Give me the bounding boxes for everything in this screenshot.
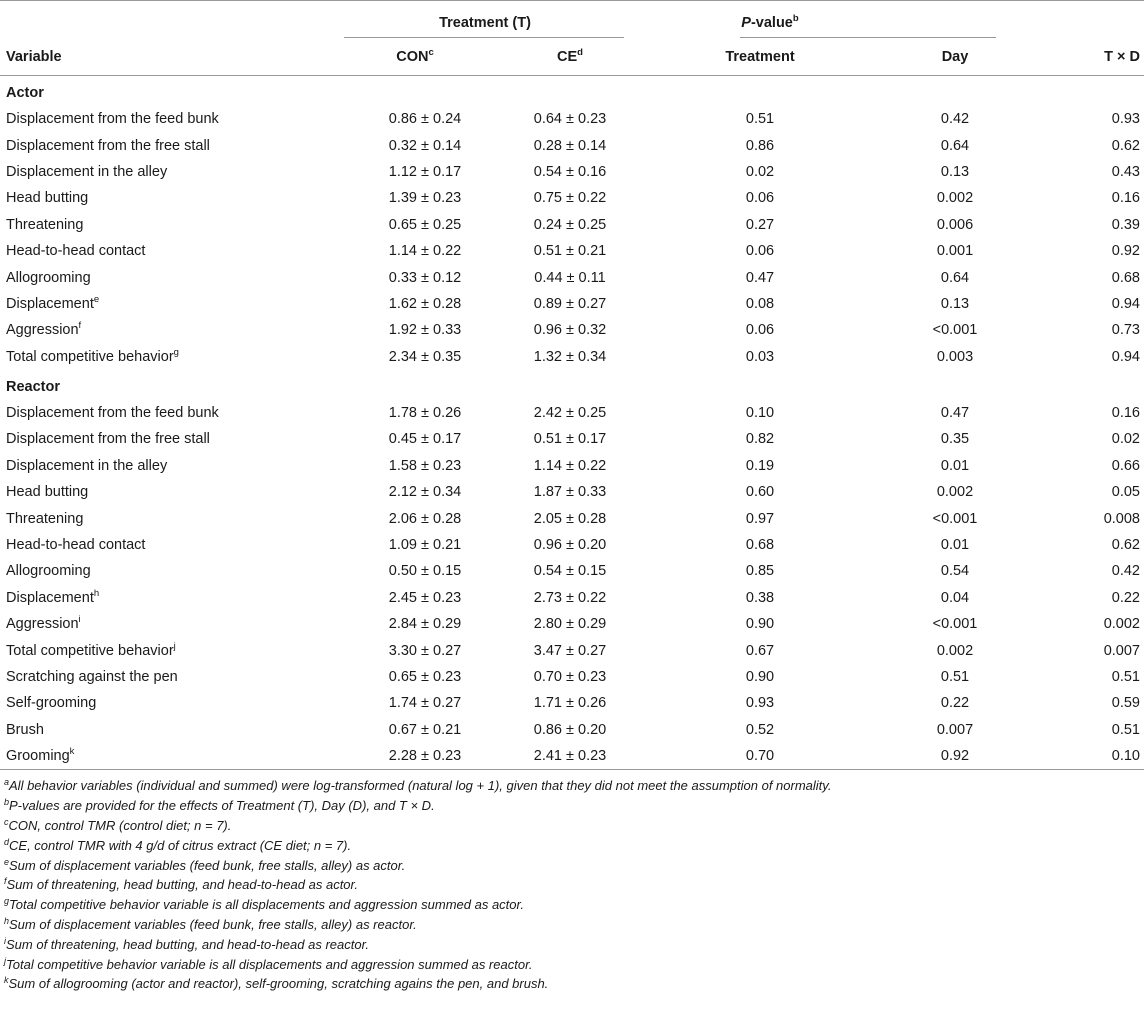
variable-label: Threatening	[6, 216, 84, 233]
cell-txd: 0.22	[1111, 589, 1140, 606]
table-row	[0, 558, 1144, 584]
footnote-text: P-values are provided for the effects of Treatment (T), Day (D), and T × D.	[9, 798, 435, 814]
footnote-letter: j	[4, 955, 6, 966]
table-row	[0, 664, 1144, 690]
variable-label: Displacement in the alley	[6, 163, 168, 180]
footnote-text: Sum of displacement variables (feed bunk, free stalls, alley) as actor.	[9, 857, 406, 873]
cell-ce: 0.96 ± 0.32	[533, 322, 607, 339]
footnote-text: All behavior variables (individual and summed) were log-transformed (natural log + 1), given that they did not meet the assumption of normality.	[9, 778, 832, 794]
cell-ce: 0.28 ± 0.14	[533, 137, 607, 154]
variable-label: Displacement from the feed bunk	[6, 405, 219, 422]
cell-txd: 0.92	[1111, 243, 1140, 260]
cell-txd: 0.93	[1111, 111, 1140, 128]
footnote-mark: k	[69, 746, 75, 758]
cell-txd: 0.94	[1111, 348, 1140, 365]
cell-treatment: 0.10	[745, 405, 775, 422]
footnote	[4, 796, 1144, 816]
cell-treatment: 0.90	[745, 669, 775, 685]
cell-treatment: 0.06	[745, 322, 775, 339]
footnote-letter: a	[4, 777, 10, 788]
cell-day: 0.64	[940, 137, 970, 154]
cell-con: 1.14 ± 0.22	[388, 243, 462, 260]
cell-treatment: 0.06	[745, 190, 775, 207]
cell-variable	[0, 585, 330, 611]
cell-txd: 0.39	[1111, 216, 1140, 233]
footnote-letter: d	[4, 836, 10, 847]
cell-con: 2.34 ± 0.35	[388, 348, 462, 365]
footnote-text: Sum of displacement variables (feed bunk, free stalls, alley) as reactor.	[9, 916, 417, 932]
footnote-letter: e	[4, 856, 10, 867]
footnote-mark: i	[78, 614, 81, 626]
header-row	[0, 38, 1144, 76]
cell-variable	[0, 159, 330, 185]
treatment-group-header: Treatment (T)	[330, 1, 640, 38]
table-row	[0, 479, 1144, 505]
variable-label: Displacement in the alley	[6, 457, 168, 474]
cell-ce: 1.32 ± 0.34	[533, 348, 607, 365]
cell-txd: 0.007	[1103, 642, 1140, 659]
cell-day: 0.54	[940, 563, 970, 580]
variable-label: Brush	[6, 721, 44, 738]
cell-day: <0.001	[932, 322, 978, 339]
cell-con: 0.67 ± 0.21	[388, 721, 462, 738]
cell-day: 0.51	[940, 669, 970, 685]
cell-treatment: 0.85	[745, 563, 775, 580]
cell-variable	[0, 532, 330, 558]
table-row	[0, 743, 1144, 770]
cell-variable	[0, 743, 330, 770]
footnote	[4, 974, 1144, 994]
cell-con: 1.39 ± 0.23	[388, 190, 462, 207]
col-header-day: Day	[941, 48, 969, 65]
cell-ce: 0.54 ± 0.16	[533, 163, 607, 180]
cell-treatment: 0.08	[745, 295, 775, 312]
cell-con: 3.30 ± 0.27	[388, 642, 462, 659]
cell-treatment: 0.51	[745, 111, 775, 128]
table-row	[0, 344, 1144, 370]
cell-txd: 0.16	[1111, 190, 1140, 207]
cell-day: 0.42	[940, 111, 970, 128]
cell-variable	[0, 690, 330, 716]
cell-txd: 0.42	[1111, 563, 1140, 580]
cell-txd: 0.73	[1111, 322, 1140, 339]
cell-con: 2.84 ± 0.29	[388, 616, 462, 633]
cell-con: 0.65 ± 0.25	[388, 216, 462, 233]
variable-label: Aggression	[6, 616, 79, 633]
col-header-ce: $CE^d$	[557, 46, 583, 65]
cell-day: <0.001	[932, 510, 978, 527]
table-row	[0, 637, 1144, 663]
cell-con: 2.12 ± 0.34	[388, 484, 462, 501]
variable-label: Head butting	[6, 484, 89, 501]
variable-label: Head-to-head contact	[6, 243, 146, 260]
col-header-con: CON$^c$	[396, 46, 434, 65]
cell-ce: 1.87 ± 0.33	[533, 484, 607, 501]
cell-day: 0.006	[936, 216, 974, 233]
table-row	[0, 400, 1144, 426]
cell-day: 0.002	[936, 642, 974, 659]
cell-variable	[0, 611, 330, 637]
table-row	[0, 132, 1144, 158]
table-row	[0, 291, 1144, 317]
cell-treatment: 0.38	[745, 589, 775, 606]
cell-treatment: 0.93	[745, 695, 775, 712]
cell-day: 0.01	[940, 457, 970, 474]
cell-con: 1.62 ± 0.28	[388, 295, 462, 312]
cell-txd: 0.62	[1111, 537, 1140, 554]
table-row	[0, 185, 1144, 211]
cell-treatment: 0.06	[745, 243, 775, 260]
footnote	[4, 935, 1144, 955]
cell-day: 0.47	[940, 405, 970, 422]
cell-variable	[0, 185, 330, 211]
footnote-text: CE, control TMR with 4 g/d of citrus extract (CE diet; n = 7).	[9, 837, 352, 853]
cell-treatment: 0.02	[745, 163, 775, 180]
cell-treatment: 0.03	[745, 348, 775, 365]
cell-ce: 0.75 ± 0.22	[533, 190, 607, 207]
cell-variable	[0, 291, 330, 317]
col-header-variable: Variable	[6, 48, 62, 65]
table-row	[0, 238, 1144, 264]
cell-variable	[0, 505, 330, 531]
cell-ce: 1.14 ± 0.22	[533, 457, 607, 474]
cell-txd: 0.16	[1111, 405, 1140, 422]
cell-con: 1.74 ± 0.27	[388, 695, 462, 712]
table-row	[0, 505, 1144, 531]
variable-label: Displacement from the feed bunk	[6, 111, 219, 128]
cell-con: 2.45 ± 0.23	[388, 589, 462, 606]
variable-label: Displacement	[6, 589, 94, 606]
variable-label: Scratching against the pen	[6, 669, 178, 685]
cell-txd: 0.008	[1103, 510, 1140, 527]
cell-txd: 0.51	[1111, 721, 1140, 738]
cell-treatment: 0.68	[745, 537, 775, 554]
variable-label: Displacement	[6, 295, 94, 312]
table-row	[0, 585, 1144, 611]
cell-day: 0.64	[940, 269, 970, 286]
footnote-mark: j	[173, 640, 176, 652]
cell-con: 0.86 ± 0.24	[388, 111, 462, 128]
table-row	[0, 212, 1144, 238]
table-body	[0, 76, 1144, 770]
footnote-mark: e	[93, 293, 100, 305]
variable-label: Total competitive behavior	[6, 642, 174, 659]
footnote-letter: k	[4, 975, 9, 986]
cell-day: 0.35	[940, 431, 970, 448]
cell-variable	[0, 264, 330, 290]
cell-con: 1.58 ± 0.23	[388, 457, 462, 474]
cell-ce: 0.86 ± 0.20	[533, 721, 607, 738]
cell-txd: 0.59	[1111, 695, 1140, 712]
cell-ce: 2.41 ± 0.23	[533, 748, 607, 765]
variable-label: Self-grooming	[6, 695, 97, 712]
cell-treatment: 0.52	[745, 721, 775, 738]
cell-day: 0.003	[936, 348, 974, 365]
cell-ce: 2.80 ± 0.29	[533, 616, 607, 633]
footnote-text: Sum of threatening, head butting, and head-to-head as actor.	[6, 877, 358, 893]
footnotes	[0, 770, 1144, 994]
footnote-text: Sum of threatening, head butting, and head-to-head as reactor.	[6, 936, 370, 952]
variable-label: Allogrooming	[6, 269, 91, 286]
cell-treatment: 0.27	[745, 216, 775, 233]
variable-label: Head-to-head contact	[6, 537, 146, 554]
cell-variable	[0, 212, 330, 238]
table-row	[0, 317, 1144, 343]
cell-day: 0.007	[936, 721, 974, 738]
cell-txd: 0.66	[1111, 457, 1140, 474]
footnote	[4, 776, 1144, 796]
footnote	[4, 856, 1144, 876]
cell-ce: 0.64 ± 0.23	[533, 111, 607, 128]
cell-day: 0.002	[936, 484, 974, 501]
table-row	[0, 453, 1144, 479]
cell-con: 2.28 ± 0.23	[388, 748, 462, 765]
variable-label: Displacement from the free stall	[6, 137, 210, 154]
cell-day: <0.001	[932, 616, 978, 633]
cell-variable	[0, 238, 330, 264]
cell-treatment: 0.90	[745, 616, 775, 633]
variable-label: Aggression	[6, 322, 79, 339]
cell-variable	[0, 132, 330, 158]
col-header-txd: T × D	[1104, 48, 1140, 65]
footnote-letter: b	[4, 797, 10, 808]
cell-variable	[0, 106, 330, 132]
cell-variable	[0, 317, 330, 343]
cell-variable	[0, 400, 330, 426]
col-header-treatment: Treatment	[725, 48, 795, 65]
footnote-text: Total competitive behavior variable is all displacements and aggression summed as reactor.	[6, 956, 533, 972]
cell-treatment: 0.70	[745, 748, 775, 765]
cell-ce: 0.89 ± 0.27	[533, 295, 607, 312]
pvalue-group-header: P-value$^b$	[640, 1, 1000, 38]
cell-con: 2.06 ± 0.28	[388, 510, 462, 527]
footnote-letter: f	[4, 876, 7, 887]
section-header-reactor	[0, 370, 1144, 400]
variable-label: Head butting	[6, 190, 89, 207]
cell-txd: 0.43	[1111, 163, 1140, 180]
cell-variable	[0, 344, 330, 370]
cell-txd: 0.10	[1111, 748, 1140, 765]
cell-ce: 0.44 ± 0.11	[534, 269, 606, 286]
cell-con: 0.33 ± 0.12	[388, 269, 462, 286]
cell-day: 0.13	[940, 163, 970, 180]
section-title: Actor	[6, 85, 44, 101]
cell-ce: 3.47 ± 0.27	[533, 642, 607, 659]
variable-label: Displacement from the free stall	[6, 431, 210, 448]
cell-txd: 0.05	[1111, 484, 1140, 501]
footnote	[4, 895, 1144, 915]
cell-variable	[0, 664, 330, 690]
cell-ce: 0.54 ± 0.15	[533, 563, 607, 580]
footnote-letter: g	[4, 896, 10, 907]
footnote-text: Total competitive behavior variable is all displacements and aggression summed as actor.	[9, 897, 524, 913]
footnote-letter: i	[4, 935, 6, 946]
cell-txd: 0.02	[1111, 431, 1140, 448]
cell-con: 1.09 ± 0.21	[388, 537, 462, 554]
table-row	[0, 159, 1144, 185]
cell-day: 0.92	[940, 748, 970, 765]
table-row	[0, 426, 1144, 452]
table-row	[0, 611, 1144, 637]
cell-ce: 0.51 ± 0.17	[533, 431, 607, 448]
cell-ce: 1.71 ± 0.26	[533, 695, 607, 712]
cell-treatment: 0.97	[745, 510, 775, 527]
cell-day: 0.13	[940, 295, 970, 312]
footnote-mark: h	[93, 587, 100, 599]
cell-day: 0.001	[936, 243, 974, 260]
cell-txd: 0.62	[1111, 137, 1140, 154]
footnote	[4, 915, 1144, 935]
cell-day: 0.04	[940, 589, 970, 606]
cell-variable	[0, 426, 330, 452]
cell-txd: 0.68	[1111, 269, 1140, 286]
cell-ce: 0.70 ± 0.23	[533, 669, 607, 685]
cell-variable	[0, 558, 330, 584]
cell-variable	[0, 637, 330, 663]
cell-treatment: 0.86	[745, 137, 775, 154]
footnote	[4, 816, 1144, 836]
table-row	[0, 717, 1144, 743]
variable-label: Total competitive behavior	[6, 348, 174, 365]
footnote-mark: g	[173, 346, 179, 358]
cell-treatment: 0.82	[745, 431, 775, 448]
cell-con: 0.32 ± 0.14	[388, 137, 462, 154]
cell-ce: 2.42 ± 0.25	[533, 405, 607, 422]
footnote	[4, 955, 1144, 975]
variable-label: Threatening	[6, 510, 84, 527]
table-row	[0, 264, 1144, 290]
cell-variable	[0, 479, 330, 505]
table-row	[0, 106, 1144, 132]
cell-ce: 2.73 ± 0.22	[533, 589, 607, 606]
cell-ce: 2.05 ± 0.28	[533, 510, 607, 527]
footnote-text: CON, control TMR (control diet; n = 7).	[8, 817, 232, 833]
cell-con: 1.92 ± 0.33	[388, 322, 462, 339]
variable-label: Allogrooming	[6, 563, 91, 580]
variable-label: Grooming	[6, 748, 70, 765]
footnote	[4, 836, 1144, 856]
cell-treatment: 0.47	[745, 269, 775, 286]
cell-day: 0.01	[940, 537, 970, 554]
footnote	[4, 875, 1144, 895]
footnote-text: Sum of allogrooming (actor and reactor), self-grooming, scratching agains the pen, and brush.	[8, 976, 549, 992]
footnote-letter: h	[4, 915, 10, 926]
cell-con: 0.45 ± 0.17	[388, 431, 462, 448]
cell-con: 0.50 ± 0.15	[388, 563, 462, 580]
table-row	[0, 532, 1144, 558]
cell-con: 1.12 ± 0.17	[388, 163, 462, 180]
footnote-mark: f	[78, 320, 82, 332]
footnote-letter: c	[4, 816, 9, 827]
cell-variable	[0, 453, 330, 479]
cell-ce: 0.24 ± 0.25	[533, 216, 607, 233]
cell-ce: 0.51 ± 0.21	[533, 243, 607, 260]
cell-treatment: 0.19	[745, 457, 775, 474]
cell-variable	[0, 717, 330, 743]
cell-txd: 0.002	[1103, 616, 1140, 633]
header-group-row	[0, 1, 1144, 38]
cell-txd: 0.51	[1111, 669, 1140, 685]
cell-con: 0.65 ± 0.23	[388, 669, 462, 685]
table-row	[0, 690, 1144, 716]
cell-treatment: 0.67	[745, 642, 775, 659]
section-title: Reactor	[6, 378, 60, 395]
cell-day: 0.002	[936, 190, 974, 207]
cell-day: 0.22	[940, 695, 970, 712]
section-header-actor	[0, 76, 1144, 107]
cell-treatment: 0.60	[745, 484, 775, 501]
cell-txd: 0.94	[1111, 295, 1140, 312]
cell-con: 1.78 ± 0.26	[388, 405, 462, 422]
cell-ce: 0.96 ± 0.20	[533, 537, 607, 554]
